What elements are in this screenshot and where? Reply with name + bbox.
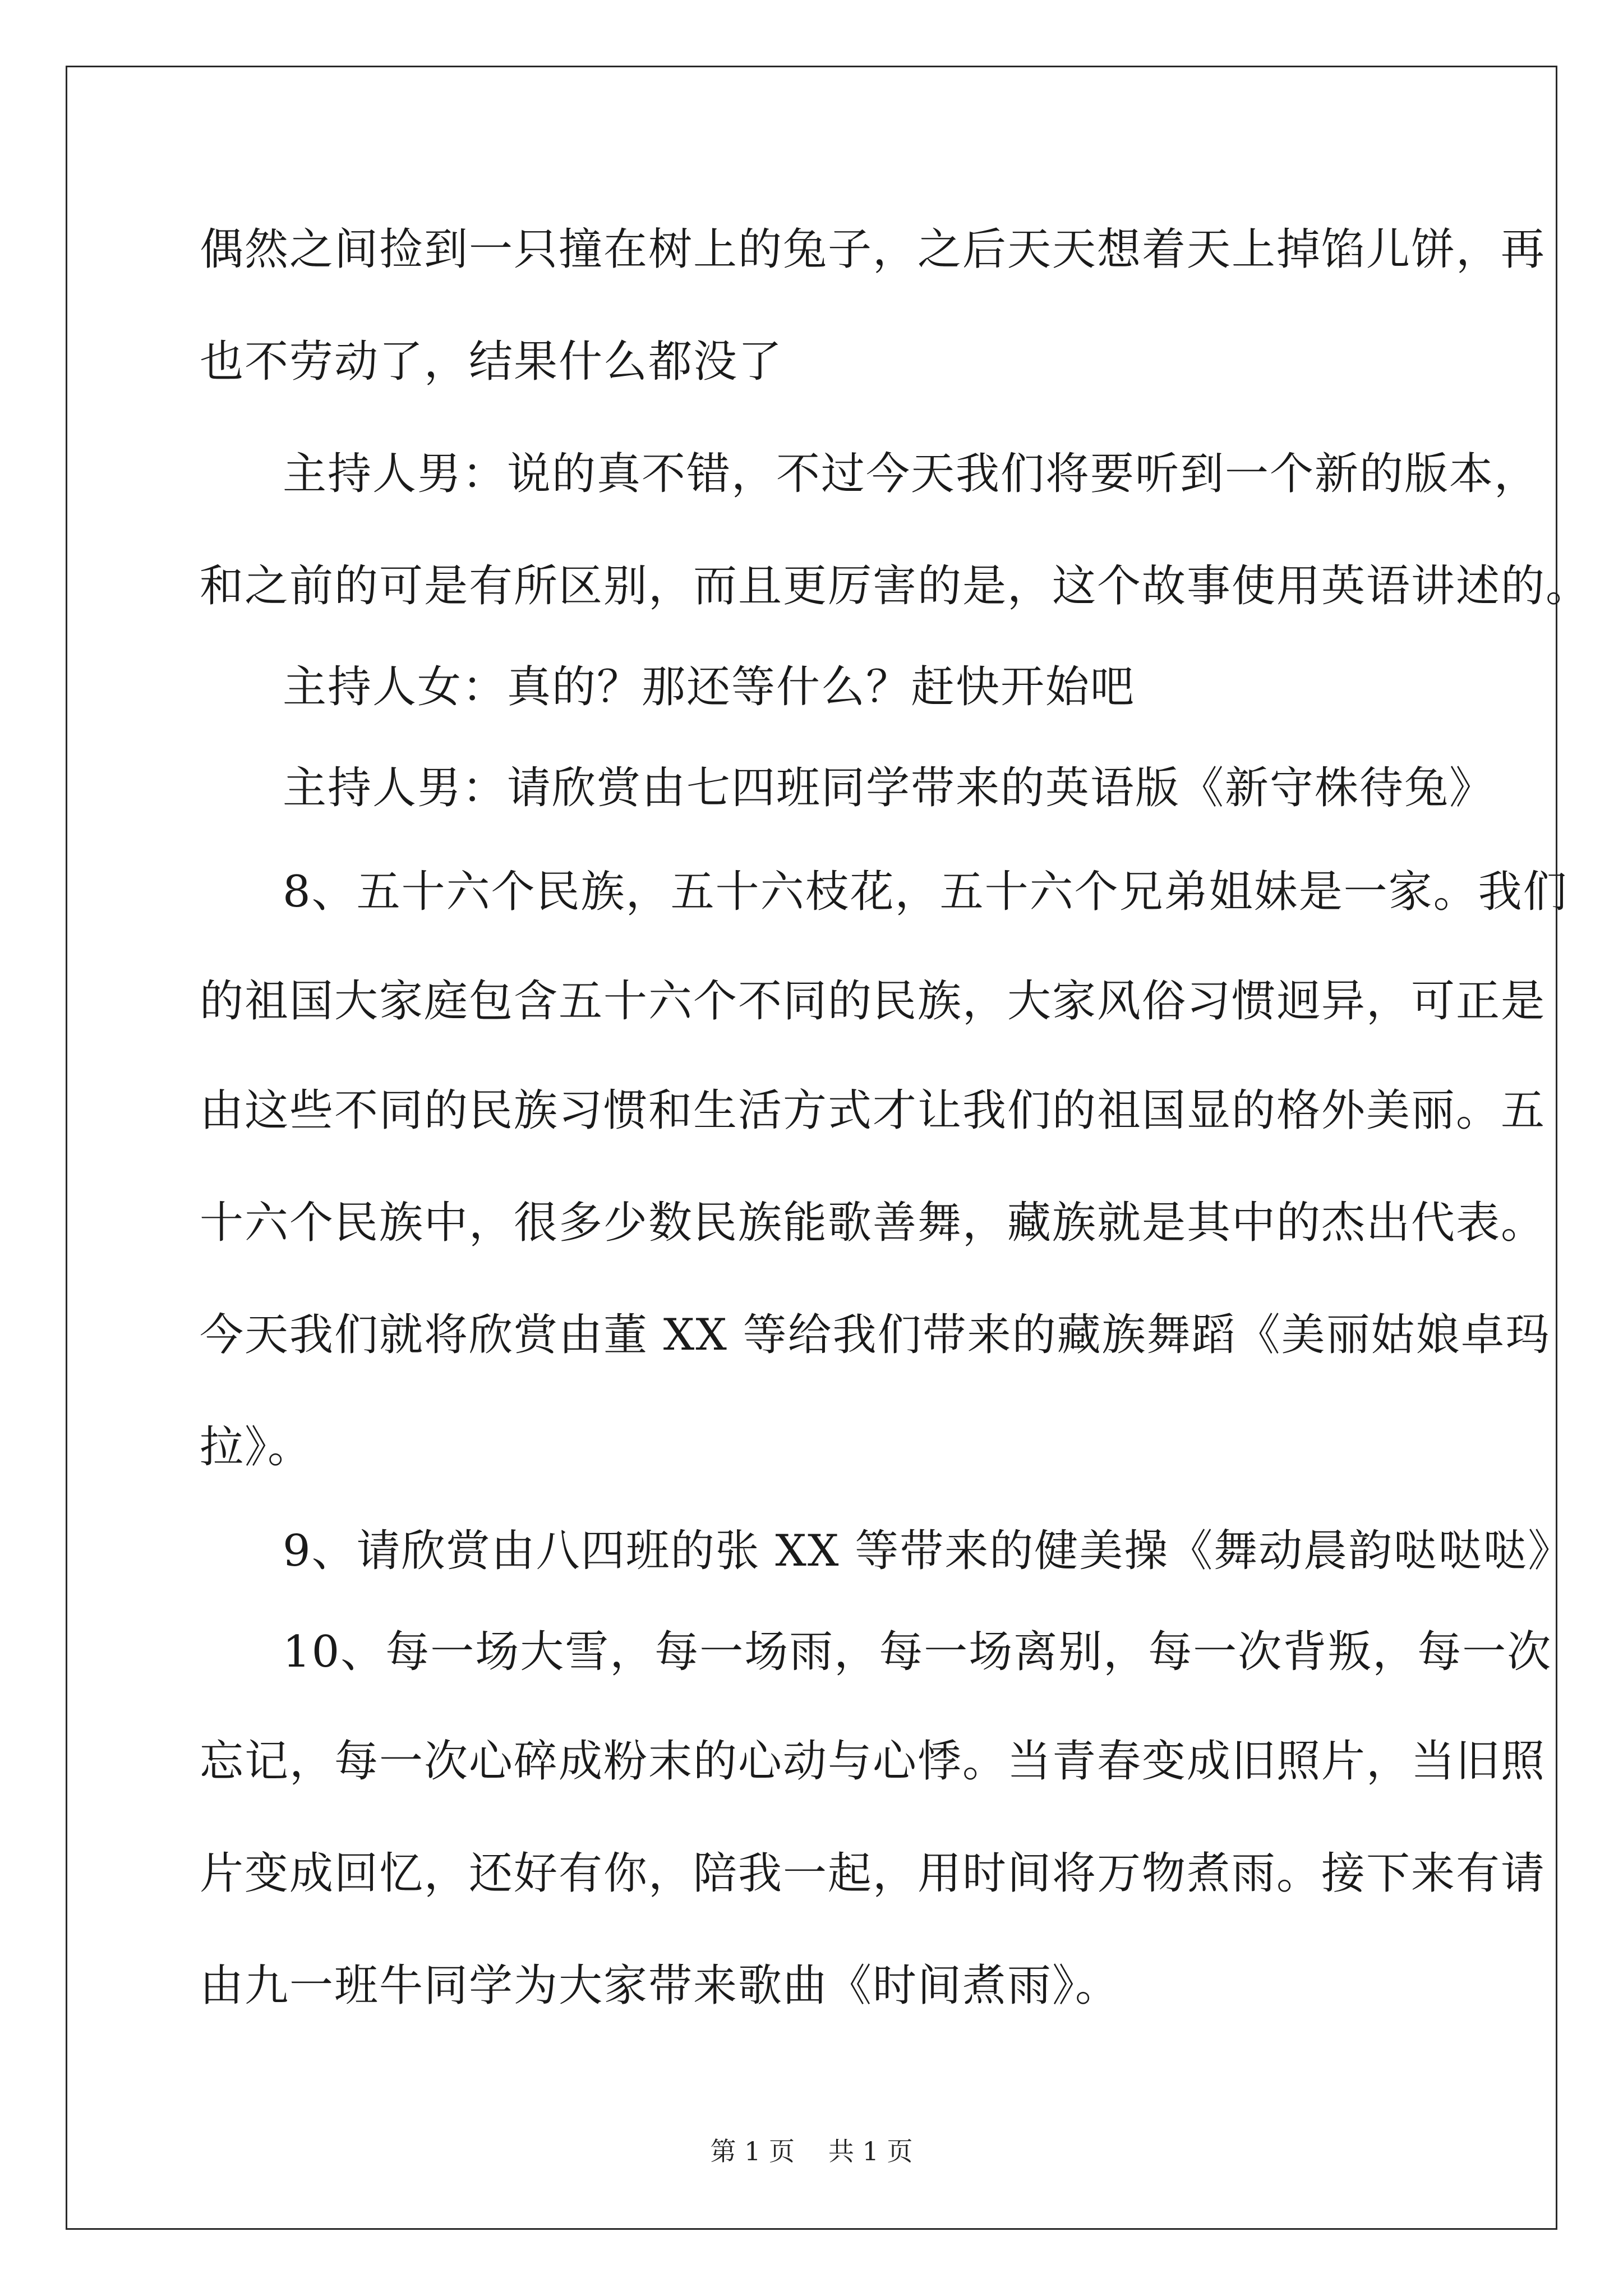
text-line: 拉》。 <box>200 1422 313 1473</box>
text-line: 主持人男：说的真不错，不过今天我们将要听到一个新的版本， <box>283 449 1539 499</box>
text-line: 十六个民族中，很多少数民族能歌善舞，藏族就是其中的杰出代表。 <box>200 1198 1546 1248</box>
text-line: 8、五十六个民族，五十六枝花，五十六个兄弟姐妹是一家。我们 <box>283 867 1568 917</box>
page-number: 第 1 页 <box>710 2136 795 2166</box>
page-footer <box>0 2134 1623 2168</box>
text-line: 的祖国大家庭包含五十六个不同的民族，大家风俗习惯迥异，可正是 <box>200 976 1546 1027</box>
text-line: 今天我们就将欣赏由董 XX 等给我们带来的藏族舞蹈《美丽姑娘卓玛 <box>200 1310 1551 1360</box>
page-total: 共 1 页 <box>828 2136 913 2166</box>
text-line: 由九一班牛同学为大家带来歌曲《时间煮雨》。 <box>200 1961 1121 2011</box>
text-line: 主持人男：请欣赏由七四班同学带来的英语版《新守株待兔》 <box>283 763 1495 813</box>
text-line: 10、每一场大雪，每一场雨，每一场离别，每一次背叛，每一次 <box>283 1627 1552 1677</box>
text-line: 由这些不同的民族习惯和生活方式才让我们的祖国显的格外美丽。五 <box>200 1085 1546 1136</box>
page-border <box>66 66 1557 2230</box>
text-line: 9、请欣赏由八四班的张 XX 等带来的健美操《舞动晨韵哒哒哒》 <box>283 1526 1573 1576</box>
text-line: 偶然之间捡到一只撞在树上的兔子，之后天天想着天上掉馅儿饼，再 <box>200 224 1546 275</box>
text-line: 也不劳动了，结果什么都没了 <box>200 337 783 387</box>
text-line: 片变成回忆，还好有你，陪我一起，用时间将万物煮雨。接下来有请 <box>200 1848 1546 1899</box>
text-line: 忘记，每一次心碎成粉末的心动与心悸。当青春变成旧照片，当旧照 <box>200 1736 1546 1787</box>
text-line: 和之前的可是有所区别，而且更厉害的是，这个故事使用英语讲述的。 <box>200 561 1591 611</box>
text-line: 主持人女：真的？那还等什么？赶快开始吧 <box>283 662 1136 712</box>
